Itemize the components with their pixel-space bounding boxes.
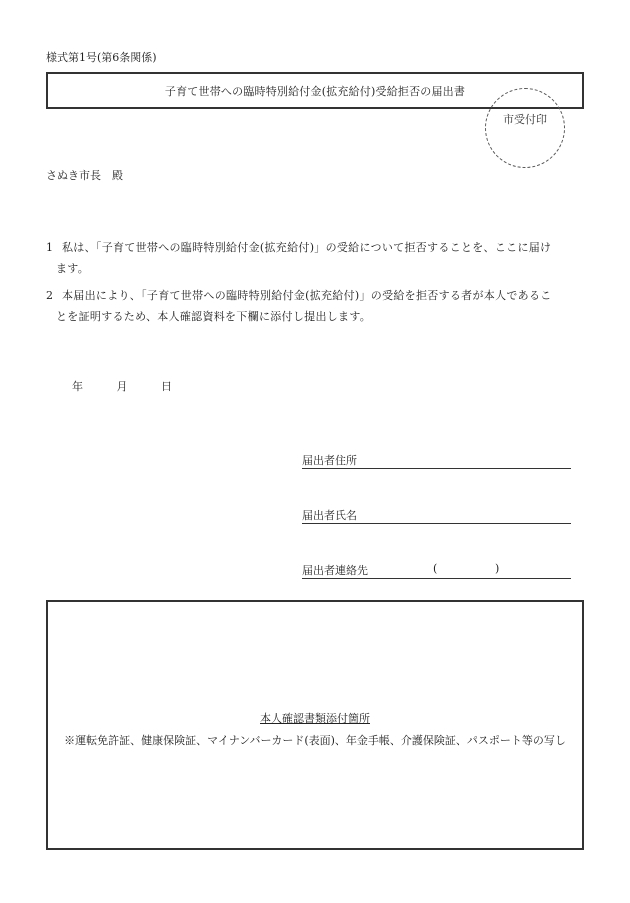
clause-number: 2 xyxy=(46,289,54,302)
clause-text-line1: 本届出により、「子育て世帯への臨時特別給付金(拡充給付)」の受給を拒否する者が本人であるこ xyxy=(62,289,552,302)
clause-2 xyxy=(46,285,586,327)
attachment-note: ※運転免許証、健康保険証、マイナンバーカード(表面)、年金手帳、介護保険証、パスポート等の写し xyxy=(64,734,566,747)
clause-text-line2: とを証明するため、本人確認資料を下欄に添付し提出します。 xyxy=(56,310,372,323)
id-document-attachment-area[interactable] xyxy=(46,600,584,850)
reception-stamp-area xyxy=(485,88,565,168)
stamp-label: 市受付印 xyxy=(503,113,547,126)
day-label: 日 xyxy=(161,380,172,393)
addressee: さぬき市長 殿 xyxy=(46,169,123,182)
contact-paren-open: ( xyxy=(433,562,438,575)
form-number: 様式第1号(第6条関係) xyxy=(46,51,157,64)
applicant-name-label: 届出者氏名 xyxy=(302,509,357,522)
applicant-address-label: 届出者住所 xyxy=(302,454,357,467)
applicant-address-field[interactable] xyxy=(302,452,571,469)
clause-text-line1: 私は、「子育て世帯への臨時特別給付金(拡充給付)」の受給について拒否することを、ここに届け xyxy=(62,241,552,254)
year-label: 年 xyxy=(72,380,83,393)
attachment-heading-text: 本人確認書類添付箇所 xyxy=(260,712,370,725)
applicant-name-field[interactable] xyxy=(302,507,571,524)
applicant-contact-field[interactable] xyxy=(302,562,571,579)
document-title: 子育て世帯への臨時特別給付金(拡充給付)受給拒否の届出書 xyxy=(164,85,466,98)
clause-text-line2: ます。 xyxy=(56,262,90,275)
clause-1 xyxy=(46,237,586,279)
month-label: 月 xyxy=(116,380,128,393)
clause-number: 1 xyxy=(46,241,54,254)
date-line[interactable] xyxy=(72,378,172,394)
attachment-heading xyxy=(48,710,582,726)
applicant-contact-label: 届出者連絡先 xyxy=(302,564,368,577)
contact-paren-close: ) xyxy=(495,562,500,575)
